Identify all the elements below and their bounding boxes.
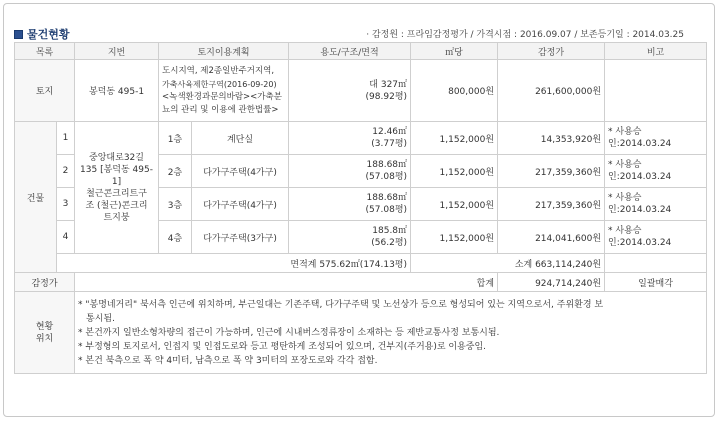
building-desc-line: 트지붕 — [103, 212, 130, 223]
status-label-line: 위치 — [35, 333, 54, 344]
building-floor: 1층 — [159, 122, 192, 155]
col-header-area: 용도/구조/면적 — [289, 43, 411, 60]
building-area — [289, 188, 411, 221]
status-notes — [75, 292, 707, 374]
building-desc-line: 1] — [111, 176, 122, 187]
building-subtotal: 소계 663,114,240원 — [411, 254, 605, 273]
building-desc-line: 철근콘크리트구 — [86, 188, 147, 199]
land-address: 봉덕동 495-1 — [75, 60, 159, 122]
building-area-pyeong: (57.08평) — [365, 172, 408, 182]
building-note-line: 인:2014.03.24 — [608, 238, 672, 248]
building-total-row — [15, 254, 707, 273]
appraisal-meta: · 감정원 : 프라임감정평가 / 가격시점 : 2016.09.07 / 보존등기일 : 2014.03.25 — [366, 30, 684, 40]
section-header — [14, 26, 704, 40]
building-per-m2: 1,152,000원 — [411, 155, 498, 188]
building-row-no: 2 — [57, 155, 75, 188]
building-label: 건물 — [15, 122, 57, 273]
appraisal-total-label: 합계 — [75, 273, 498, 292]
building-desc-line: 조 (철근)콘크리 — [85, 200, 148, 211]
building-per-m2: 1,152,000원 — [411, 221, 498, 254]
col-header-value: 감정가 — [498, 43, 605, 60]
building-floor: 3층 — [159, 188, 192, 221]
col-header-note: 비고 — [605, 43, 707, 60]
land-note — [605, 60, 707, 122]
appraisal-row — [15, 273, 707, 292]
status-note: * 부정형의 토지로서, 인접지 및 인접도로와 등고 평탄하게 조성되어 있으며, 건부지(주거용)로 이용중임. — [78, 341, 487, 352]
col-header-landuse: 토지이용계획 — [159, 43, 289, 60]
building-area-m2: 188.68㎡ — [366, 193, 408, 203]
building-note-line: * 사용승 — [608, 160, 642, 170]
building-note — [605, 122, 707, 155]
appraisal-label: 감정가 — [15, 273, 75, 292]
building-floor: 2층 — [159, 155, 192, 188]
building-area-pyeong: (3.77평) — [371, 139, 408, 149]
building-desc — [75, 122, 159, 254]
building-desc-line: 135 [봉덕동 495- — [80, 164, 153, 175]
building-note-line: 인:2014.03.24 — [608, 139, 672, 149]
building-area-m2: 12.46㎡ — [372, 127, 408, 137]
building-value: 214,041,600원 — [498, 221, 605, 254]
section-title-text: 물건현황 — [27, 28, 70, 41]
building-row-no: 3 — [57, 188, 75, 221]
building-note-line: * 사용승 — [608, 127, 642, 137]
section-title — [14, 26, 70, 42]
land-label: 토지 — [15, 60, 75, 122]
land-plan-line: 가축사육제한구역(2016-09-20) — [162, 79, 277, 89]
land-plan-line: 뇨의 관리 및 이용에 관한법률> — [162, 104, 279, 115]
status-row — [15, 292, 707, 374]
land-area-pyeong: (98.92평) — [365, 91, 408, 102]
building-note-line: 인:2014.03.24 — [608, 205, 672, 215]
building-subtotal-note — [605, 254, 707, 273]
building-row-no: 1 — [57, 122, 75, 155]
building-note-line: 인:2014.03.24 — [608, 172, 672, 182]
land-row — [15, 60, 707, 122]
building-note-line: * 사용승 — [608, 226, 642, 236]
building-area — [289, 155, 411, 188]
building-row-no: 4 — [57, 221, 75, 254]
land-plan-line: <녹색환경과문의바람><가축분 — [162, 91, 282, 102]
building-note — [605, 188, 707, 221]
status-note: 통시됨. — [86, 313, 115, 324]
building-floor: 4층 — [159, 221, 192, 254]
building-per-m2: 1,152,000원 — [411, 122, 498, 155]
building-area — [289, 221, 411, 254]
building-area — [289, 122, 411, 155]
building-area-m2: 185.8㎡ — [372, 226, 408, 236]
building-area-m2: 188.68㎡ — [366, 160, 408, 170]
land-area — [289, 60, 411, 122]
building-note — [605, 155, 707, 188]
building-row — [15, 122, 707, 155]
square-bullet-icon — [14, 30, 23, 39]
col-header-per-m2: ㎡당 — [411, 43, 498, 60]
building-value: 14,353,920원 — [498, 122, 605, 155]
building-note-line: * 사용승 — [608, 193, 642, 203]
appraisal-total: 924,714,240원 — [498, 273, 605, 292]
building-value: 217,359,360원 — [498, 188, 605, 221]
building-area-total: 면적계 575.62㎡(174.13평) — [57, 254, 411, 273]
status-note: * 본건까지 일반소형차량의 접근이 가능하며, 인근에 시내버스정류장이 소재하는 등 제반교통사정 보통시됨. — [78, 327, 500, 338]
building-use: 다가구주택(4가구) — [192, 188, 289, 221]
appraisal-method: 일괄매각 — [605, 273, 707, 292]
building-area-pyeong: (57.08평) — [365, 205, 408, 215]
col-header-list: 목록 — [15, 43, 75, 60]
land-value: 261,600,000원 — [498, 60, 605, 122]
building-desc-line: 중앙대로32길 — [89, 152, 144, 163]
col-header-address: 지번 — [75, 43, 159, 60]
building-value: 217,359,360원 — [498, 155, 605, 188]
land-per-m2: 800,000원 — [411, 60, 498, 122]
building-use: 다가구주택(4가구) — [192, 155, 289, 188]
status-label — [15, 292, 75, 374]
building-use: 계단실 — [192, 122, 289, 155]
land-area-m2: 대 327㎡ — [369, 79, 408, 90]
status-note: * "봉명네거리" 북서측 인근에 위치하며, 부근일대는 기존주택, 다가구주택 및 노선상가 등으로 형성되어 있는 지역으로서, 주위환경 보 — [78, 299, 604, 310]
property-table — [14, 42, 707, 374]
building-area-pyeong: (56.2평) — [371, 238, 408, 248]
land-plan — [159, 60, 289, 122]
building-per-m2: 1,152,000원 — [411, 188, 498, 221]
land-plan-line: 도시지역, 제2종일반주거지역, — [162, 65, 275, 76]
status-note: * 본건 북측으로 폭 약 4미터, 남측으로 폭 약 3미터의 포장도로와 각각 접함. — [78, 355, 378, 366]
building-use: 다가구주택(3가구) — [192, 221, 289, 254]
header-row — [15, 43, 707, 60]
building-note — [605, 221, 707, 254]
status-label-line: 현황 — [35, 321, 54, 332]
